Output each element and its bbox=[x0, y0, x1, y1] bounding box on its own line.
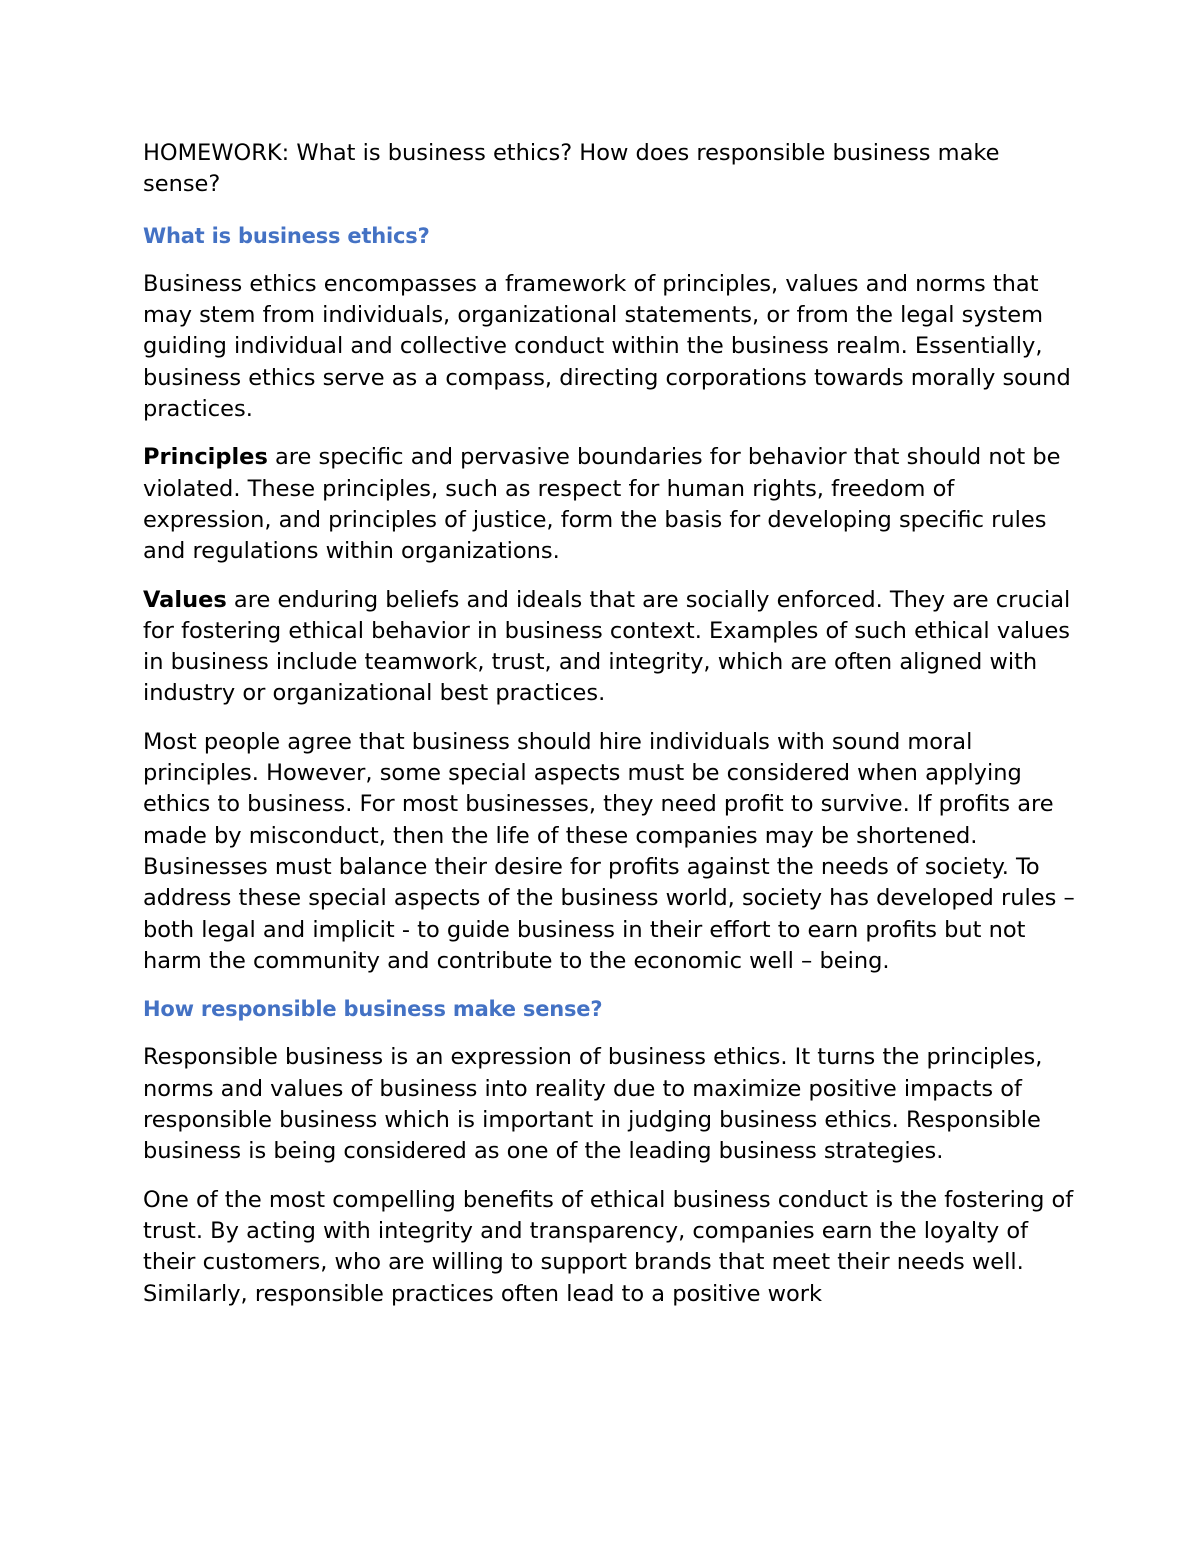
term-principles: Principles bbox=[143, 444, 268, 471]
term-values: Values bbox=[143, 586, 227, 613]
paragraph-values bbox=[143, 585, 1078, 710]
paragraph-responsible-business: Responsible business is an expression of business ethics. It turns the principles, norms and values of business into reality due to maximize positive impacts of responsible business which is important in judging business ethics. Responsible business is being considered as one of the leading business strategies. bbox=[143, 1044, 1043, 1165]
paragraph-definition: Business ethics encompasses a framework of principles, values and norms that may stem from individuals, organizational statements, or from the legal system guiding individual and collective conduct within the business realm. Essentially, business ethics serve as a compass, directing corporations towards morally sound practices. bbox=[143, 270, 1071, 423]
values-text: are enduring beliefs and ideals that are socially enforced. They are crucial for fostering ethical behavior in business context. Examples of such ethical values in business include teamwork, trust, and integrity, which are often aligned with industry or organizational best practices. bbox=[143, 586, 1071, 707]
section-heading-responsible-business: How responsible business make sense? bbox=[143, 997, 603, 1022]
document-page bbox=[143, 138, 1078, 1327]
document-title: HOMEWORK: What is business ethics? How does responsible business make sense? bbox=[143, 140, 1000, 198]
paragraph-profit-balance: Most people agree that business should hire individuals with sound moral principles. However, some special aspects must be considered when applying ethics to business. For most businesses, they need profit to survive. If profits are made by misconduct, then the life of these companies may be shortened. Businesses must balance their desire for profits against the needs of society. To address these special aspects of the business world, society has developed rules – both legal and implicit - to guide business in their effort to earn profits but not harm the community and contribute to the economic well – being. bbox=[143, 728, 1075, 974]
paragraph-principles bbox=[143, 442, 1078, 567]
section-heading-business-ethics: What is business ethics? bbox=[143, 223, 430, 248]
paragraph-trust-benefits: One of the most compelling benefits of ethical business conduct is the fostering of trust. By acting with integrity and transparency, companies earn the loyalty of their customers, who are willing to support brands that meet their needs well. Similarly, responsible practices often lead to a positive work bbox=[143, 1186, 1074, 1307]
principles-text: are specific and pervasive boundaries for behavior that should not be violated. These principles, such as respect for human rights, freedom of expression, and principles of justice, form the basis for developing specific rules and regulations within organizations. bbox=[143, 444, 1061, 565]
